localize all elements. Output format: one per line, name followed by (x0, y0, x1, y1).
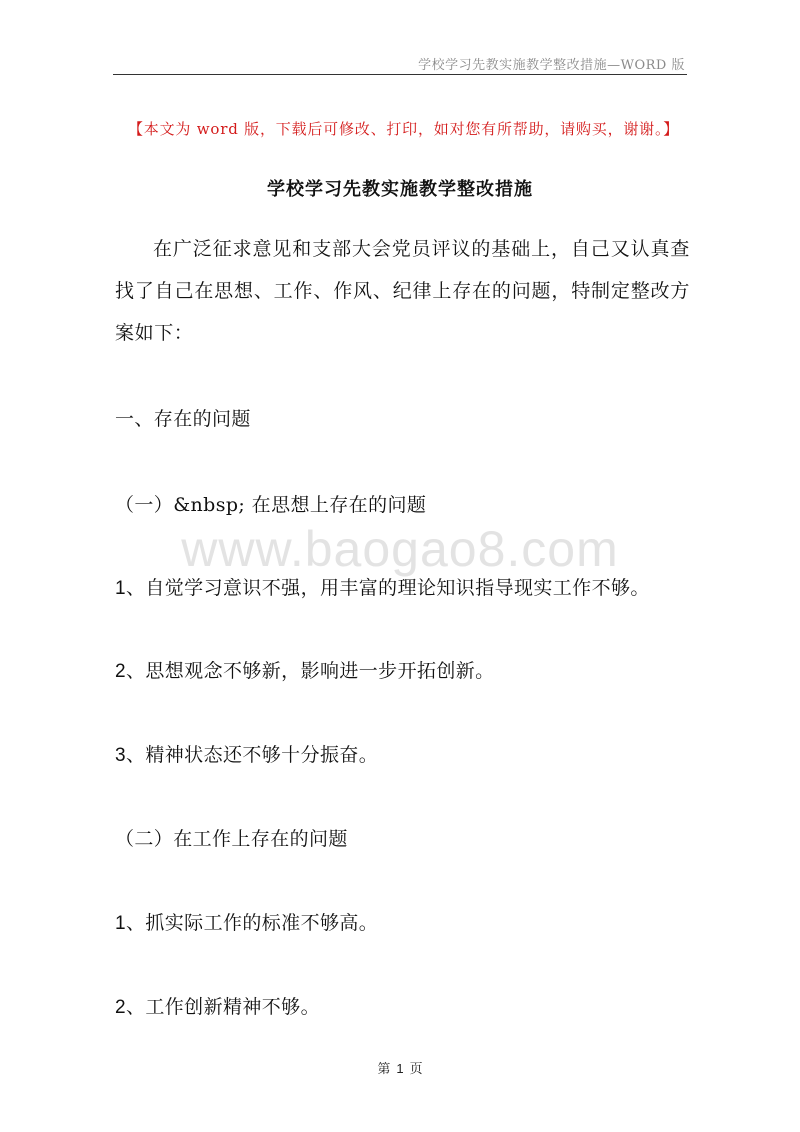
item-text: 、自觉学习意识不强，用丰富的理论知识指导现实工作不够。 (125, 577, 650, 599)
section-heading: 一、存在的问题 (115, 408, 251, 430)
download-notice: 【本文为 word 版，下载后可修改、打印，如对您有所帮助，请购买，谢谢。】 (128, 120, 680, 138)
item-number: 2 (115, 997, 126, 1018)
item-text: 、抓实际工作的标准不够高。 (125, 912, 379, 934)
header-divider (113, 74, 687, 75)
item-number: 1 (115, 913, 126, 934)
footer-prefix: 第 (377, 1062, 391, 1077)
item-number: 3 (115, 745, 126, 766)
intro-paragraph: 在广泛征求意见和支部大会党员评议的基础上，自己又认真查找了自己在思想、工作、作风、纪律上存在的问题，特制定整改方案如下： (115, 238, 690, 344)
item-text: 、工作创新精神不够。 (125, 996, 320, 1018)
item-text: 、精神状态还不够十分振奋。 (125, 744, 379, 766)
list-item (115, 656, 690, 683)
footer-suffix: 页 (409, 1062, 423, 1077)
item-number: 2 (115, 661, 126, 682)
list-item (115, 740, 690, 767)
running-header: 学校学习先教实施教学整改措施—WORD 版 (418, 58, 685, 73)
document-title: 学校学习先教实施教学整改措施 (267, 179, 533, 200)
subsection-heading-work: （二）在工作上存在的问题 (115, 828, 348, 850)
page-number: 1 (396, 1061, 404, 1076)
list-item (115, 992, 690, 1019)
item-text: 、思想观念不够新，影响进一步开拓创新。 (125, 660, 495, 682)
watermark: www.baogao8.com (181, 521, 619, 577)
list-item (115, 573, 690, 600)
subsection-heading-thought: （一）&nbsp; 在思想上存在的问题 (115, 494, 427, 516)
list-item (115, 908, 690, 935)
item-number: 1 (115, 578, 126, 599)
page-footer (0, 1058, 800, 1077)
